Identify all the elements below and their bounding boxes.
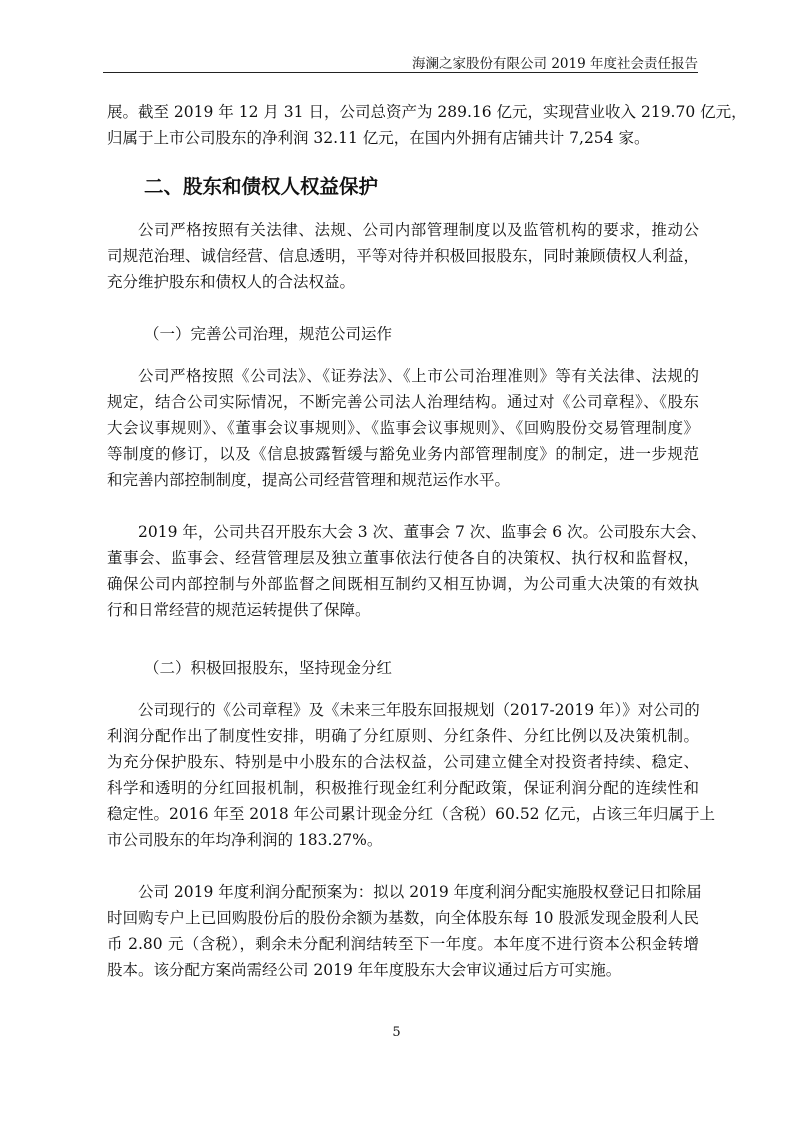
- text-line: 展。截至 2019 年 12 月 31 日，公司总资产为 289.16 亿元，实现营业收入 219.70 亿元，: [107, 103, 747, 121]
- section-heading: 二、股东和债权人权益保护: [144, 175, 379, 198]
- text-line: 市公司股东的年均净利润的 183.27%。: [107, 831, 383, 849]
- text-line: 充分维护股东和债权人的合法权益。: [107, 273, 356, 291]
- text-line: 时回购专户上已回购股份后的股份余额为基数，向全体股东每 10 股派发现金股利人民: [107, 909, 699, 927]
- text-line: 公司现行的《公司章程》及《未来三年股东回报规划（2017-2019 年）》对公司的: [138, 701, 700, 719]
- text-line: 稳定性。2016 年至 2018 年公司累计现金分红（含税）60.52 亿元，占该三年归属于上: [107, 805, 715, 823]
- governance-paragraph: [107, 363, 699, 493]
- text-line: 等制度的修订，以及《信息披露暂缓与豁免业务内部管理制度》的制定，进一步规范: [107, 445, 699, 463]
- text-line: 和完善内部控制制度，提高公司经营管理和规范运作水平。: [107, 471, 511, 489]
- text-line: 董事会、监事会、经营管理层及独立董事依法行使各自的决策权、执行权和监督权，: [107, 549, 699, 567]
- header-divider: [103, 72, 698, 73]
- text-line: 公司严格按照有关法律、法规、公司内部管理制度以及监管机构的要求，推动公: [138, 221, 699, 239]
- text-line: 公司 2019 年度利润分配预案为：拟以 2019 年度利润分配实施股权登记日扣除届: [138, 883, 702, 901]
- subsection-title-2: （二）积极回报股东，坚持现金分红: [144, 659, 393, 677]
- text-line: 归属于上市公司股东的净利润 32.11 亿元，在国内外拥有店铺共计 7,254 家。: [107, 129, 650, 147]
- page-number: 5: [392, 1025, 401, 1040]
- text-line: 公司严格按照《公司法》、《证券法》、《上市公司治理准则》等有关法律、法规的: [138, 367, 699, 385]
- text-line: 司规范治理、诚信经营、信息透明，平等对待并积极回报股东，同时兼顾债权人利益，: [107, 247, 699, 265]
- meetings-paragraph: [107, 519, 707, 623]
- subsection-title-1: （一）完善公司治理，规范公司运作: [144, 325, 393, 343]
- text-line: 规定，结合公司实际情况，不断完善公司法人治理结构。通过对《公司章程》、《股东: [107, 393, 699, 411]
- text-line: 为充分保护股东、特别是中小股东的合法权益，公司建立健全对投资者持续、稳定、: [107, 753, 699, 771]
- section-intro-paragraph: [107, 217, 699, 295]
- text-line: 币 2.80 元（含税），剩余未分配利润结转至下一年度。本年度不进行资本公积金转增: [107, 935, 699, 953]
- dividend-policy-paragraph: [107, 697, 715, 853]
- text-line: 确保公司内部控制与外部监督之间既相互制约又相互协调，为公司重大决策的有效执: [107, 575, 699, 593]
- text-line: 行和日常经营的规范运转提供了保障。: [107, 601, 371, 619]
- text-line: 股本。该分配方案尚需经公司 2019 年年度股东大会审议通过后方可实施。: [107, 961, 622, 979]
- intro-paragraph: [107, 99, 747, 151]
- text-line: 科学和透明的分红回报机制，积极推行现金红利分配政策，保证利润分配的连续性和: [107, 779, 699, 797]
- text-line: 利润分配作出了制度性安排，明确了分红原则、分红条件、分红比例以及决策机制。: [107, 727, 699, 745]
- text-line: 2019 年，公司共召开股东大会 3 次、董事会 7 次、监事会 6 次。公司股东大会、: [138, 523, 707, 541]
- text-line: 大会议事规则》、《董事会议事规则》、《监事会议事规则》、《回购股份交易管理制度》: [107, 419, 699, 437]
- profit-distribution-paragraph: [107, 879, 702, 983]
- report-header-title: 海澜之家股份有限公司 2019 年度社会责任报告: [412, 56, 698, 72]
